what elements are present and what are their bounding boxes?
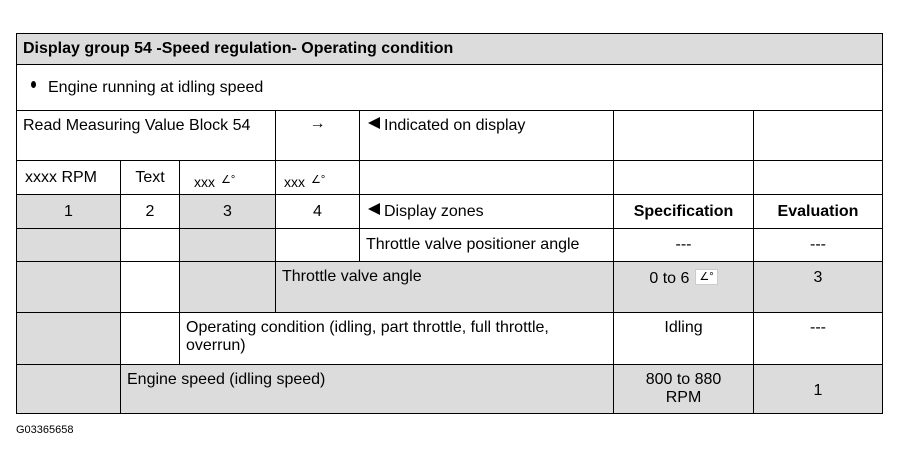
rpm-format: xxxx RPM [17, 161, 121, 195]
row-spec: 800 to 880 RPM [614, 365, 754, 413]
triangle-pointer-icon [368, 203, 380, 215]
zone-1: 1 [17, 195, 121, 229]
empty-cell [17, 313, 121, 365]
row-eval: --- [754, 313, 882, 365]
display-zones [360, 195, 614, 229]
angle-degree-icon: ∠° [311, 174, 326, 186]
zone4-value: xxx [284, 174, 305, 190]
zone-4: 4 [276, 195, 360, 229]
row-spec [614, 262, 754, 313]
read-block-label: Read Measuring Value Block 54 [17, 111, 276, 161]
condition-text: Engine running at idling speed [48, 79, 264, 96]
row-eval: 1 [754, 365, 882, 413]
indicated-on-display [360, 111, 614, 161]
evaluation-header: Evaluation [754, 195, 882, 229]
row-eval: 3 [754, 262, 882, 313]
triangle-pointer-icon [368, 117, 380, 129]
empty-cell [754, 111, 882, 161]
table-title: Display group 54 -Speed regulation- Operating condition [17, 34, 882, 65]
row-spec-value: 0 to 6 [649, 270, 690, 287]
row-eval: --- [754, 229, 882, 262]
empty-cell [614, 161, 754, 195]
empty-cell [180, 262, 276, 313]
zone-3: 3 [180, 195, 276, 229]
empty-cell [276, 229, 360, 262]
zone-2: 2 [121, 195, 180, 229]
zone3-format [180, 161, 276, 195]
empty-cell [17, 262, 121, 313]
empty-cell [360, 161, 614, 195]
zone3-value: xxx [194, 174, 215, 190]
empty-cell [121, 262, 180, 313]
row-spec: --- [614, 229, 754, 262]
arrow-icon: → [276, 111, 360, 161]
measuring-value-table [16, 33, 883, 414]
empty-cell [121, 229, 180, 262]
indicated-label: Indicated on display [384, 117, 526, 134]
empty-cell [17, 365, 121, 413]
condition-row [17, 65, 882, 111]
row-name: Throttle valve angle [276, 262, 614, 313]
empty-cell [754, 161, 882, 195]
text-format: Text [121, 161, 180, 195]
row-name: Throttle valve positioner angle [360, 229, 614, 262]
row-spec: Idling [614, 313, 754, 365]
zone4-format [276, 161, 360, 195]
specification-header: Specification [614, 195, 754, 229]
empty-cell [121, 313, 180, 365]
display-zones-label: Display zones [384, 203, 484, 220]
angle-degree-icon: ∠° [695, 269, 717, 285]
empty-cell [614, 111, 754, 161]
row-name: Operating condition (idling, part throttle, full throttle, overrun) [180, 313, 614, 365]
empty-cell [17, 229, 121, 262]
figure-id: G03365658 [16, 424, 74, 436]
angle-degree-icon: ∠° [221, 174, 236, 186]
empty-cell [180, 229, 276, 262]
bullet-icon [31, 81, 36, 88]
row-name: Engine speed (idling speed) [121, 365, 614, 413]
